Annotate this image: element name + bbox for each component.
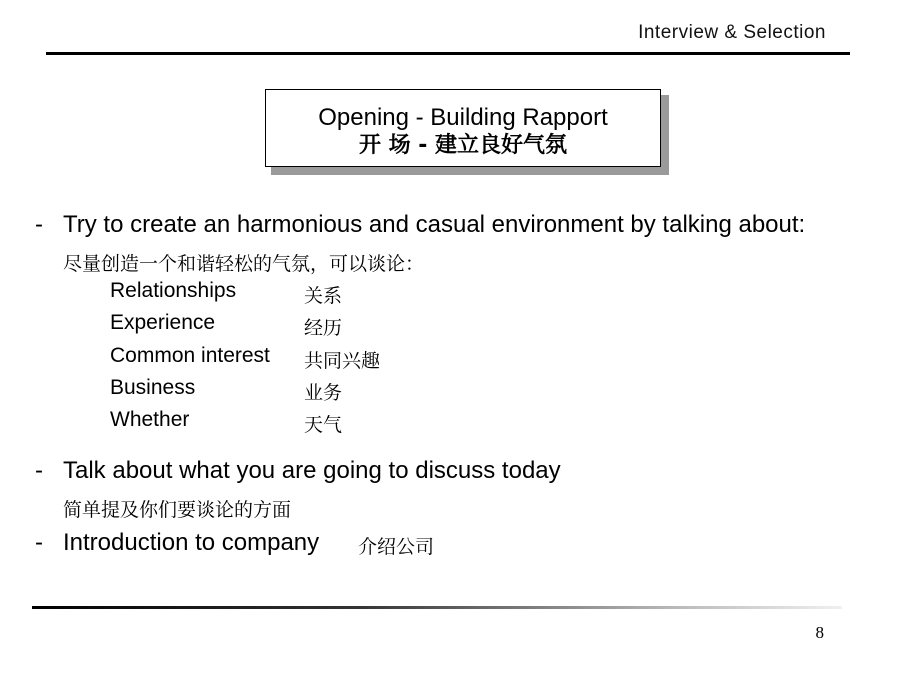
slide-title-box — [265, 89, 661, 167]
bullet-3-cn: 介绍公司 — [358, 536, 435, 558]
bullet-marker: - — [35, 211, 43, 238]
header-divider — [46, 52, 850, 55]
topic-3-cn: 共同兴趣 — [304, 350, 381, 372]
bullet-2-text: Talk about what you are going to discuss today — [63, 457, 561, 484]
bullet-marker: - — [35, 457, 43, 484]
bullet-2-cn: 简单提及你们要谈论的方面 — [63, 499, 292, 521]
slide-title-cn: 开 场 - 建立良好气氛 — [358, 133, 568, 158]
topic-1-en: Relationships — [110, 279, 237, 302]
page-number: 8 — [815, 623, 824, 642]
topic-5-cn: 天气 — [304, 414, 343, 436]
header-title: Interview & Selection — [638, 22, 826, 43]
topic-4-en: Business — [110, 376, 196, 399]
topic-4-cn: 业务 — [304, 382, 343, 404]
topic-2-cn: 经历 — [304, 317, 343, 339]
bullet-1-cn: 尽量创造一个和谐轻松的气氛，可以谈论： — [63, 253, 425, 275]
slide-title-en: Opening - Building Rapport — [318, 104, 608, 131]
topic-5-en: Whether — [110, 408, 190, 431]
bullet-marker: - — [35, 529, 43, 556]
bullet-1-text: Try to create an harmonious and casual environment by talking about: — [63, 211, 806, 238]
bullet-3-text: Introduction to company — [63, 529, 320, 556]
topic-3-en: Common interest — [110, 344, 270, 367]
footer-divider — [32, 606, 842, 609]
topic-2-en: Experience — [110, 311, 216, 334]
topic-1-cn: 关系 — [304, 285, 343, 307]
